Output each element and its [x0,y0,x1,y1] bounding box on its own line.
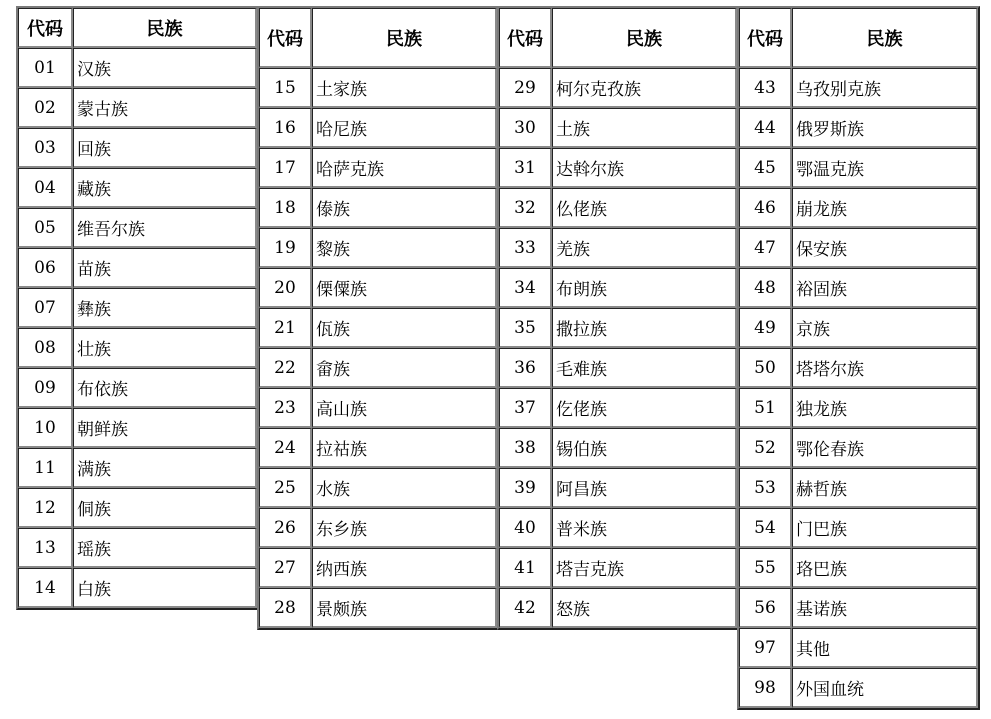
table-row [18,48,257,88]
code-cell: 54 [739,508,792,548]
code-cell: 29 [499,68,552,108]
table-row [739,68,978,108]
code-cell: 14 [18,568,73,608]
code-cell: 46 [739,188,792,228]
table-row [739,148,978,188]
ethnicity-cell: 哈萨克族 [312,148,497,188]
ethnicity-cell: 布朗族 [552,268,737,308]
ethnicity-cell: 门巴族 [792,508,978,548]
table-row [739,108,978,148]
ethnicity-column-header: 民族 [73,8,257,48]
code-column-header: 代码 [18,8,73,48]
ethnicity-cell: 崩龙族 [792,188,978,228]
ethnicity-cell: 基诺族 [792,588,978,628]
table-row [739,388,978,428]
ethnicity-cell: 拉祜族 [312,428,497,468]
code-cell: 43 [739,68,792,108]
table-row [259,348,497,388]
ethnicity-cell: 珞巴族 [792,548,978,588]
ethnicity-cell: 黎族 [312,228,497,268]
table-row [739,428,978,468]
code-cell: 38 [499,428,552,468]
ethnicity-cell: 傈僳族 [312,268,497,308]
ethnicity-cell: 土族 [552,108,737,148]
table-row [499,348,737,388]
table-row [499,548,737,588]
code-cell: 02 [18,88,73,128]
table-row [259,468,497,508]
code-cell: 98 [739,668,792,708]
ethnicity-cell: 毛难族 [552,348,737,388]
code-cell: 41 [499,548,552,588]
code-cell: 07 [18,288,73,328]
ethnicity-cell: 赫哲族 [792,468,978,508]
ethnicity-cell: 保安族 [792,228,978,268]
table-row [18,248,257,288]
table-row [259,228,497,268]
ethnicity-cell: 维吾尔族 [73,208,257,248]
ethnicity-cell: 仫佬族 [552,188,737,228]
table-row [259,308,497,348]
code-column-header: 代码 [739,8,792,68]
ethnicity-cell: 畲族 [312,348,497,388]
table-row [259,108,497,148]
code-cell: 49 [739,308,792,348]
code-cell: 05 [18,208,73,248]
code-cell: 48 [739,268,792,308]
table-row [739,668,978,708]
code-cell: 31 [499,148,552,188]
code-cell: 13 [18,528,73,568]
code-cell: 55 [739,548,792,588]
code-cell: 10 [18,408,73,448]
table-row [259,268,497,308]
ethnicity-cell: 纳西族 [312,548,497,588]
ethnicity-cell: 鄂温克族 [792,148,978,188]
code-cell: 11 [18,448,73,488]
ethnicity-cell: 哈尼族 [312,108,497,148]
table-row [259,428,497,468]
ethnicity-column-header: 民族 [312,8,497,68]
code-cell: 21 [259,308,312,348]
table-row [499,468,737,508]
table-row [739,188,978,228]
ethnicity-cell: 其他 [792,628,978,668]
table-row [18,88,257,128]
table-row [499,268,737,308]
table-row [18,128,257,168]
code-cell: 33 [499,228,552,268]
code-cell: 50 [739,348,792,388]
code-cell: 15 [259,68,312,108]
ethnicity-cell: 独龙族 [792,388,978,428]
ethnicity-cell: 壮族 [73,328,257,368]
header-row [18,8,257,48]
table-row [18,368,257,408]
code-cell: 37 [499,388,552,428]
table-row [499,388,737,428]
ethnicity-cell: 满族 [73,448,257,488]
code-cell: 18 [259,188,312,228]
table-row [739,228,978,268]
ethnicity-cell: 白族 [73,568,257,608]
code-cell: 09 [18,368,73,408]
table-row [259,548,497,588]
code-cell: 56 [739,588,792,628]
table-row [499,588,737,628]
ethnicity-cell: 羌族 [552,228,737,268]
ethnicity-cell: 佤族 [312,308,497,348]
ethnicity-cell: 仡佬族 [552,388,737,428]
code-cell: 36 [499,348,552,388]
code-cell: 52 [739,428,792,468]
ethnicity-cell: 藏族 [73,168,257,208]
table-row [18,208,257,248]
table-row [499,308,737,348]
code-cell: 34 [499,268,552,308]
ethnicity-cell: 塔塔尔族 [792,348,978,388]
table-row [499,68,737,108]
table-row [259,388,497,428]
ethnicity-cell: 朝鲜族 [73,408,257,448]
code-cell: 26 [259,508,312,548]
code-cell: 16 [259,108,312,148]
table-row [18,328,257,368]
ethnicity-cell: 蒙古族 [73,88,257,128]
code-cell: 39 [499,468,552,508]
code-cell: 40 [499,508,552,548]
ethnicity-cell: 鄂伦春族 [792,428,978,468]
code-cell: 47 [739,228,792,268]
code-cell: 51 [739,388,792,428]
ethnicity-cell: 高山族 [312,388,497,428]
table-row [18,568,257,608]
header-row [499,8,737,68]
table-row [18,448,257,488]
table-row [739,548,978,588]
ethnicity-cell: 达斡尔族 [552,148,737,188]
table-row [739,508,978,548]
ethnicity-cell: 京族 [792,308,978,348]
ethnicity-code-table-2 [257,6,499,630]
code-column-header: 代码 [259,8,312,68]
ethnicity-cell: 土家族 [312,68,497,108]
ethnicity-cell: 彝族 [73,288,257,328]
code-cell: 35 [499,308,552,348]
code-cell: 97 [739,628,792,668]
table-row [259,588,497,628]
code-cell: 23 [259,388,312,428]
ethnicity-cell: 俄罗斯族 [792,108,978,148]
code-cell: 44 [739,108,792,148]
ethnicity-cell: 塔吉克族 [552,548,737,588]
ethnicity-cell: 乌孜别克族 [792,68,978,108]
ethnicity-cell: 阿昌族 [552,468,737,508]
code-cell: 30 [499,108,552,148]
code-column-header: 代码 [499,8,552,68]
ethnicity-cell: 怒族 [552,588,737,628]
ethnicity-cell: 侗族 [73,488,257,528]
table-row [739,268,978,308]
code-cell: 53 [739,468,792,508]
ethnicity-cell: 裕固族 [792,268,978,308]
code-cell: 03 [18,128,73,168]
table-row [18,528,257,568]
table-row [18,488,257,528]
ethnicity-column-header: 民族 [552,8,737,68]
table-row [499,428,737,468]
table-row [259,148,497,188]
header-row [259,8,497,68]
ethnicity-cell: 外国血统 [792,668,978,708]
ethnicity-cell: 撒拉族 [552,308,737,348]
ethnicity-cell: 水族 [312,468,497,508]
code-cell: 08 [18,328,73,368]
table-row [739,308,978,348]
ethnicity-cell: 普米族 [552,508,737,548]
code-cell: 04 [18,168,73,208]
ethnicity-code-table-4 [737,6,980,710]
ethnicity-cell: 苗族 [73,248,257,288]
table-row [259,188,497,228]
code-cell: 28 [259,588,312,628]
code-cell: 20 [259,268,312,308]
ethnicity-cell: 柯尔克孜族 [552,68,737,108]
table-row [739,468,978,508]
code-cell: 25 [259,468,312,508]
ethnicity-code-table-3 [497,6,739,630]
ethnicity-cell: 瑶族 [73,528,257,568]
code-cell: 32 [499,188,552,228]
table-row [259,508,497,548]
code-cell: 22 [259,348,312,388]
table-row [499,228,737,268]
table-row [739,588,978,628]
code-cell: 12 [18,488,73,528]
table-row [18,168,257,208]
ethnicity-cell: 汉族 [73,48,257,88]
ethnicity-cell: 锡伯族 [552,428,737,468]
table-row [499,108,737,148]
code-cell: 24 [259,428,312,468]
table-row [499,508,737,548]
ethnicity-code-table-1 [16,6,259,610]
code-cell: 27 [259,548,312,588]
table-row [18,288,257,328]
table-row [259,68,497,108]
table-row [739,348,978,388]
ethnicity-cell: 回族 [73,128,257,168]
code-cell: 42 [499,588,552,628]
table-row [499,188,737,228]
code-cell: 45 [739,148,792,188]
ethnicity-cell: 东乡族 [312,508,497,548]
ethnicity-cell: 景颇族 [312,588,497,628]
code-cell: 19 [259,228,312,268]
ethnicity-column-header: 民族 [792,8,978,68]
code-cell: 01 [18,48,73,88]
ethnicity-cell: 布依族 [73,368,257,408]
table-row [499,148,737,188]
code-cell: 17 [259,148,312,188]
code-cell: 06 [18,248,73,288]
ethnicity-cell: 傣族 [312,188,497,228]
header-row [739,8,978,68]
table-row [739,628,978,668]
table-row [18,408,257,448]
